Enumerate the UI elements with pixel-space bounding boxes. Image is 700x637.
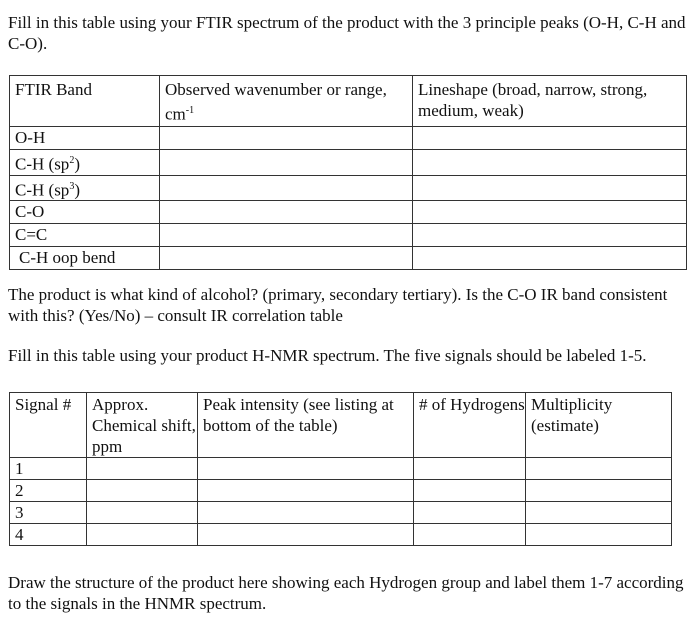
hnmr-multiplicity-cell[interactable] (526, 502, 672, 524)
hnmr-signal-number: 1 (10, 458, 87, 480)
hnmr-hydrogens-cell[interactable] (414, 480, 526, 502)
wavenumber-unit-superscript: -1 (185, 105, 195, 116)
ftir-wavenumber-cell[interactable] (160, 175, 413, 201)
ftir-header-lineshape: Lineshape (broad, narrow, strong, medium, weak) (413, 76, 687, 127)
hnmr-hydrogens-cell[interactable] (414, 502, 526, 524)
ftir-row-oh (10, 127, 687, 150)
hnmr-row (10, 458, 672, 480)
ftir-band-cell: C-O (10, 201, 160, 224)
hnmr-shift-cell[interactable] (87, 524, 198, 546)
hnmr-multiplicity-cell[interactable] (526, 458, 672, 480)
hnmr-header-intensity: Peak intensity (see listing at bottom of the table) (198, 393, 414, 458)
ftir-lineshape-cell[interactable] (413, 150, 687, 176)
hnmr-shift-cell[interactable] (87, 480, 198, 502)
hnmr-row (10, 502, 672, 524)
hnmr-hydrogens-cell[interactable] (414, 458, 526, 480)
ftir-instructions: Fill in this table using your FTIR spectrum of the product with the 3 principle peaks (O-H, C-H and C-O). (8, 13, 686, 53)
structure-instructions: Draw the structure of the product here showing each Hydrogen group and label them 1-7 according to the signals in the HNMR spectrum. (8, 573, 684, 613)
ftir-lineshape-cell[interactable] (413, 175, 687, 201)
hnmr-signal-number: 2 (10, 480, 87, 502)
ftir-wavenumber-cell[interactable] (160, 247, 413, 270)
ftir-band-cell: C-H oop bend (10, 247, 160, 270)
ftir-header-wavenumber: Observed wavenumber or range, $cm^{-1}$ (160, 76, 413, 127)
hnmr-hydrogens-cell[interactable] (414, 524, 526, 546)
ftir-wavenumber-cell[interactable] (160, 150, 413, 176)
ftir-header-band: FTIR Band (10, 76, 160, 127)
hnmr-instructions: Fill in this table using your product H-NMR spectrum. The five signals should be labeled 1-5. (8, 346, 647, 365)
ftir-lineshape-cell[interactable] (413, 201, 687, 224)
hnmr-intensity-cell[interactable] (198, 480, 414, 502)
hnmr-multiplicity-cell[interactable] (526, 480, 672, 502)
ftir-band-cell: C-H $(sp^2)$ (10, 150, 160, 176)
ftir-lineshape-cell[interactable] (413, 247, 687, 270)
ftir-lineshape-cell[interactable] (413, 224, 687, 247)
ftir-row-ch-sp3 (10, 175, 687, 201)
hnmr-row (10, 480, 672, 502)
ftir-wavenumber-cell[interactable] (160, 127, 413, 150)
hnmr-header-multiplicity: Multiplicity (estimate) (526, 393, 672, 458)
hnmr-header-signal: Signal # (10, 393, 87, 458)
alcohol-question: The product is what kind of alcohol? (primary, secondary tertiary). Is the C-O IR band consistent with this? (Yes/No) – consult IR correlation table (8, 285, 668, 325)
ftir-row-cc (10, 224, 687, 247)
hnmr-row (10, 524, 672, 546)
hnmr-signal-number: 4 (10, 524, 87, 546)
hnmr-header-row (10, 393, 672, 458)
ftir-band-cell: C=C (10, 224, 160, 247)
hnmr-header-shift: Approx. Chemical shift, ppm (87, 393, 198, 458)
ftir-row-ch-sp2 (10, 150, 687, 176)
hnmr-multiplicity-cell[interactable] (526, 524, 672, 546)
ftir-lineshape-cell[interactable] (413, 127, 687, 150)
ftir-band-cell: C-H $(sp^3)$ (10, 175, 160, 201)
hnmr-shift-cell[interactable] (87, 502, 198, 524)
hnmr-intensity-cell[interactable] (198, 502, 414, 524)
ftir-wavenumber-cell[interactable] (160, 201, 413, 224)
hnmr-table (9, 392, 672, 546)
hnmr-shift-cell[interactable] (87, 458, 198, 480)
hnmr-intensity-cell[interactable] (198, 458, 414, 480)
ftir-row-co (10, 201, 687, 224)
hnmr-intensity-cell[interactable] (198, 524, 414, 546)
ftir-table (9, 75, 687, 270)
ftir-band-cell: O-H (10, 127, 160, 150)
ftir-wavenumber-cell[interactable] (160, 224, 413, 247)
hnmr-header-hydrogens: # of Hydrogens (414, 393, 526, 458)
ftir-row-ch-oop (10, 247, 687, 270)
hnmr-signal-number: 3 (10, 502, 87, 524)
ftir-header-row (10, 76, 687, 127)
